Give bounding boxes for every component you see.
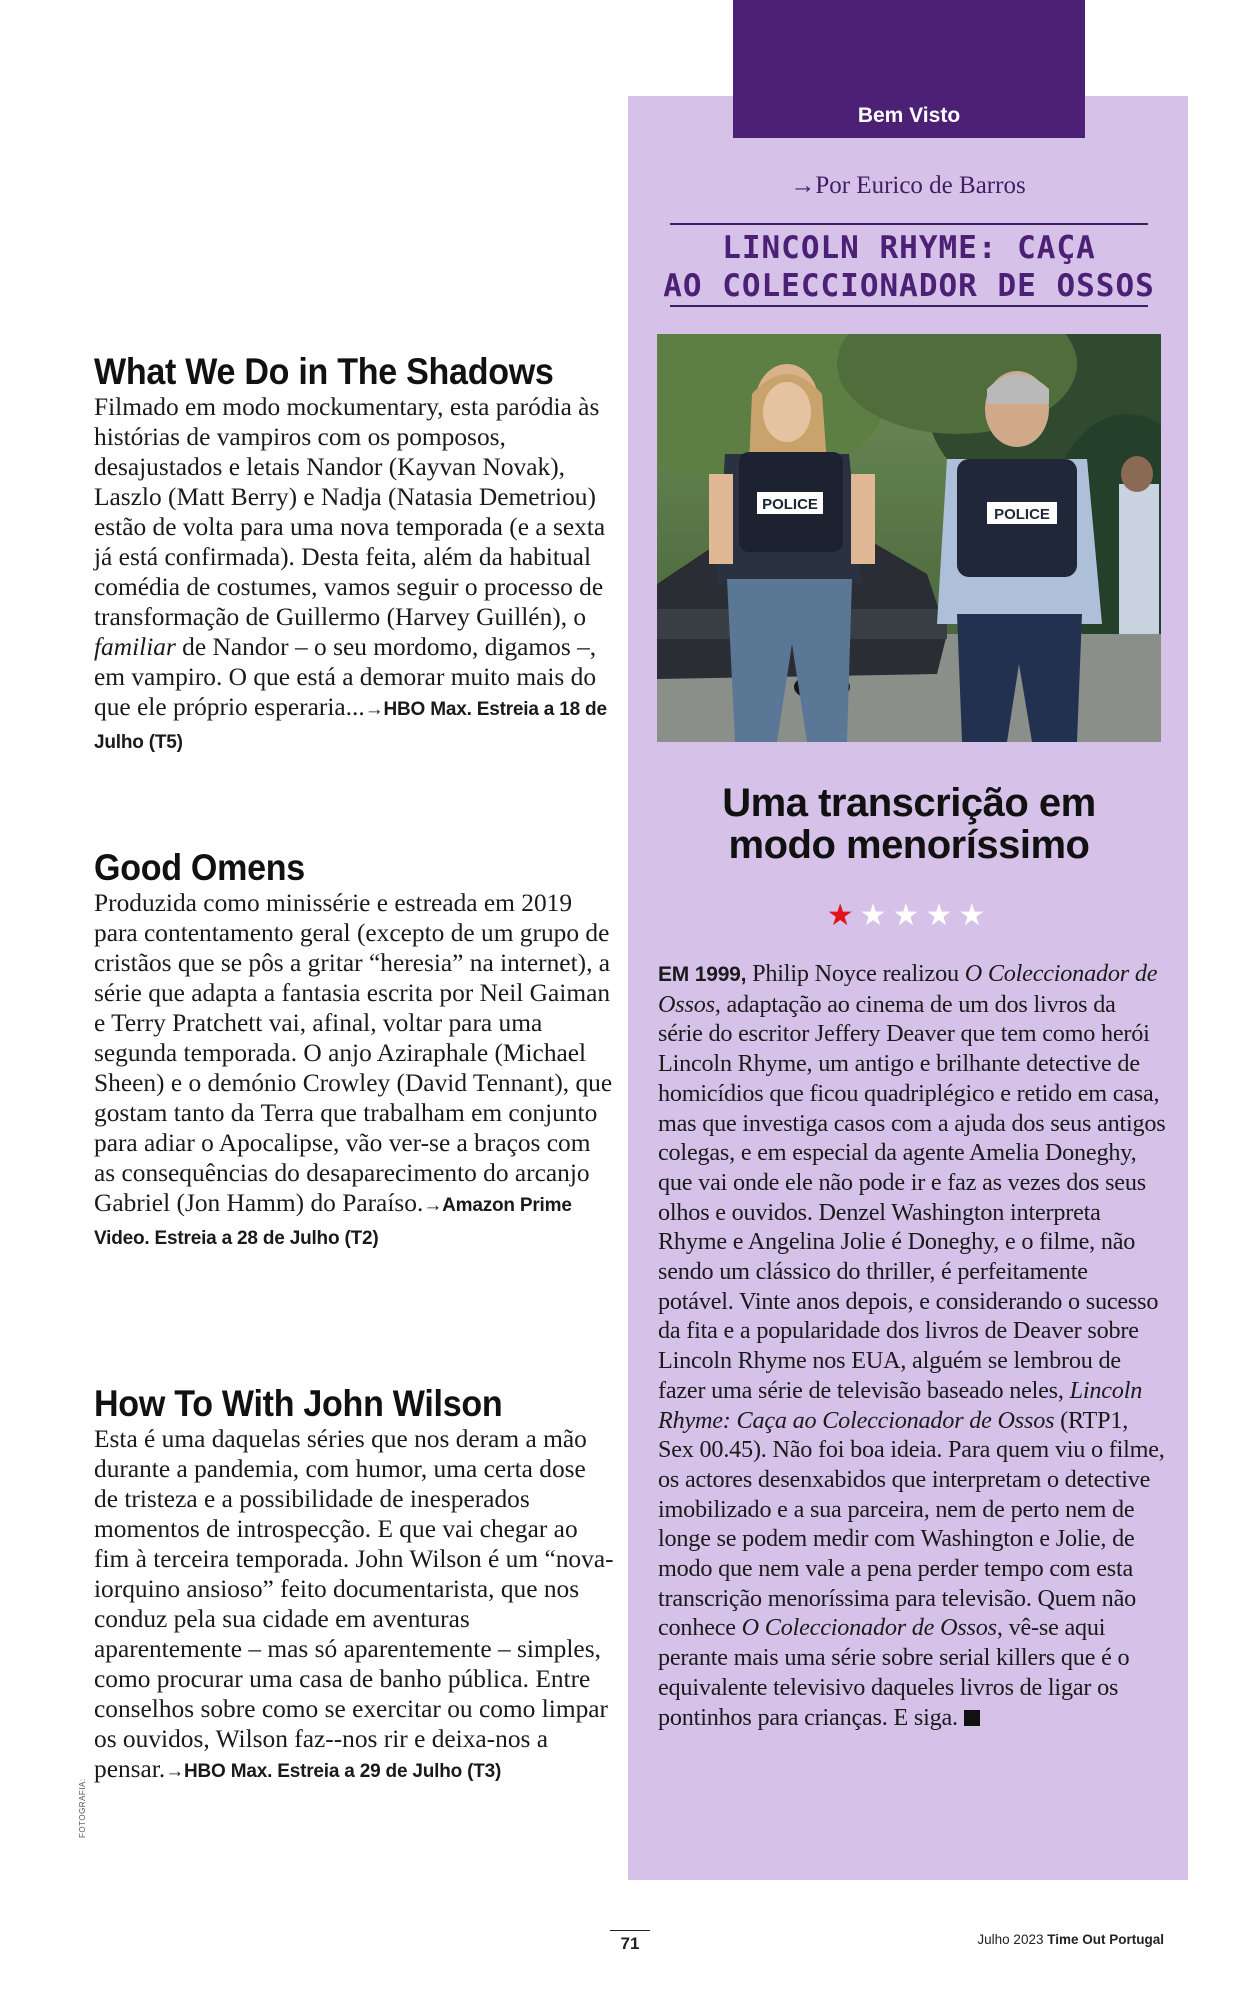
article-what-we-do-in-the-shadows (94, 352, 614, 758)
police-badge-left: POLICE (762, 496, 818, 513)
review-body: EM 1999, Philip Noyce realizou O Coleccionador de Ossos, adaptação ao cinema de um dos livros da série do escritor Jeffery Deaver que tem como herói Lincoln Rhyme, um antigo e brilhante detective de homicídios que ficou quadriplégico e retido em casa, mas que investiga casos com a ajuda dos seus antigos colegas, e em especial da agente Amelia Doneghy, que vai onde ele não pode ir e faz as vezes dos seus olhos e ouvidos. Denzel Washington interpreta Rhyme e Angelina Jolie é Doneghy, e o filme, não sendo um clássico do thriller, é perfeitamente potável. Vinte anos depois, e considerando o sucesso da fita e a popularidade dos livros de Deaver sobre Lincoln Rhyme nos EUA, alguém se lembrou de fazer uma série de televisão baseado neles, Lincoln Rhyme: Caça ao Coleccionador de Ossos (RTP1, Sex 00.45). Não foi boa ideia. Para quem viu o filme, os actores desenxabidos que interpretam o detective imobilizado e a sua parceira, nem de perto nem de longe se podem medir com Washington e Jolie, de modo que nem vale a pena perder tempo com esta transcrição menoríssima para televisão. Quem não conhece O Coleccionador de Ossos, vê-se aqui perante mais uma série sobre serial killers que é o equivalente televisivo daqueles livros de ligar os pontinhos para crianças. E siga. (658, 960, 1166, 1731)
review-lead: EM 1999, (658, 963, 747, 986)
article-title: What We Do in The Shadows (94, 351, 554, 392)
police-badge-right: POLICE (994, 506, 1050, 523)
review-headline: LINCOLN RHYME: CAÇA AO COLECCIONADOR DE OSSOS (663, 230, 1155, 304)
section-label: Bem Visto (857, 104, 961, 127)
series-photo (657, 334, 1161, 742)
review-title: Uma transcrição em modo menoríssimo (722, 781, 1096, 867)
title-rule-bottom (670, 305, 1148, 307)
footer-issue: Julho 2023 (977, 1932, 1044, 1947)
star-off-icon: ★★★★ (859, 898, 992, 933)
article-how-to-with-john-wilson (94, 1384, 614, 1787)
article-title: Good Omens (94, 847, 305, 888)
section-tab (733, 0, 1085, 138)
byline: →Por Eurico de Barros (790, 172, 1026, 199)
series-photo-illustration (657, 334, 1161, 742)
article-title: How To With John Wilson (94, 1383, 503, 1424)
end-mark-icon (964, 1710, 980, 1726)
article-body: Esta é uma daquelas séries que nos deram a mão durante a pandemia, com humor, uma certa dose de tristeza e a possibilidade de inesperados momentos de introspecção. E que vai chegar ao fim à terceira temporada. John Wilson é um “nova-iorquino ansioso” feito documentarista, que nos conduz pela sua cidade em aventuras aparentemente – mas só aparentemente – simples, como procurar uma casa de banho pública. Entre conselhos sobre como se exercitar ou como limpar os ouvidos, Wilson faz--nos rir e deixa-nos a pensar.→HBO Max. Estreia a 29 de Julho (T3) (94, 1425, 614, 1783)
article-good-omens (94, 848, 614, 1254)
article-body: Produzida como minissérie e estreada em 2019 para contentamento geral (excepto de um grupo de cristãos que se pôs a gritar “heresia” na internet), a série que adapta a fantasia escrita por Neil Gaiman e Terry Pratchett vai, afinal, voltar para uma segunda temporada. O anjo Aziraphale (Michael Sheen) e o demónio Crowley (David Tennant), que gostam tanto da Terra que trabalham em conjunto para adiar o Apocalipse, vão ver-se a braços com as consequências do desaparecimento do arcanjo Gabriel (Jon Hamm) do Paraíso.→Amazon Prime Video. Estreia a 28 de Julho (T2) (94, 889, 613, 1249)
article-body: Filmado em modo mockumentary, esta paródia às histórias de vampiros com os pomposos, desajustados e letais Nandor (Kayvan Novak), Laszlo (Matt Berry) e Nadja (Natasia Demetriou) estão de volta para uma nova temporada (e a sexta já está confirmada). Desta feita, além da habitual comédia de costumes, vamos seguir o processo de transformação de Guillermo (Harvey Guillén), o familiar de Nandor – o seu mordomo, digamos –, em vampiro. O que está a demorar muito mais do que ele próprio esperaria...→HBO Max. Estreia a 18 de Julho (T5) (94, 393, 607, 753)
photo-credit: FOTOGRAFIA: (78, 1778, 87, 1838)
article-info: →HBO Max. Estreia a 18 de Julho (T5) (94, 699, 607, 753)
article-info: →Amazon Prime Video. Estreia a 28 de Julho (T2) (94, 1195, 572, 1249)
star-on-icon: ★ (826, 898, 860, 933)
star-rating (650, 898, 1168, 933)
footer-magazine: Time Out Portugal (1047, 1932, 1164, 1947)
footer (977, 1932, 1164, 1947)
page-number: 71 (610, 1930, 650, 1954)
article-info: →HBO Max. Estreia a 29 de Julho (T3) (165, 1761, 502, 1782)
title-rule-top (670, 223, 1148, 225)
